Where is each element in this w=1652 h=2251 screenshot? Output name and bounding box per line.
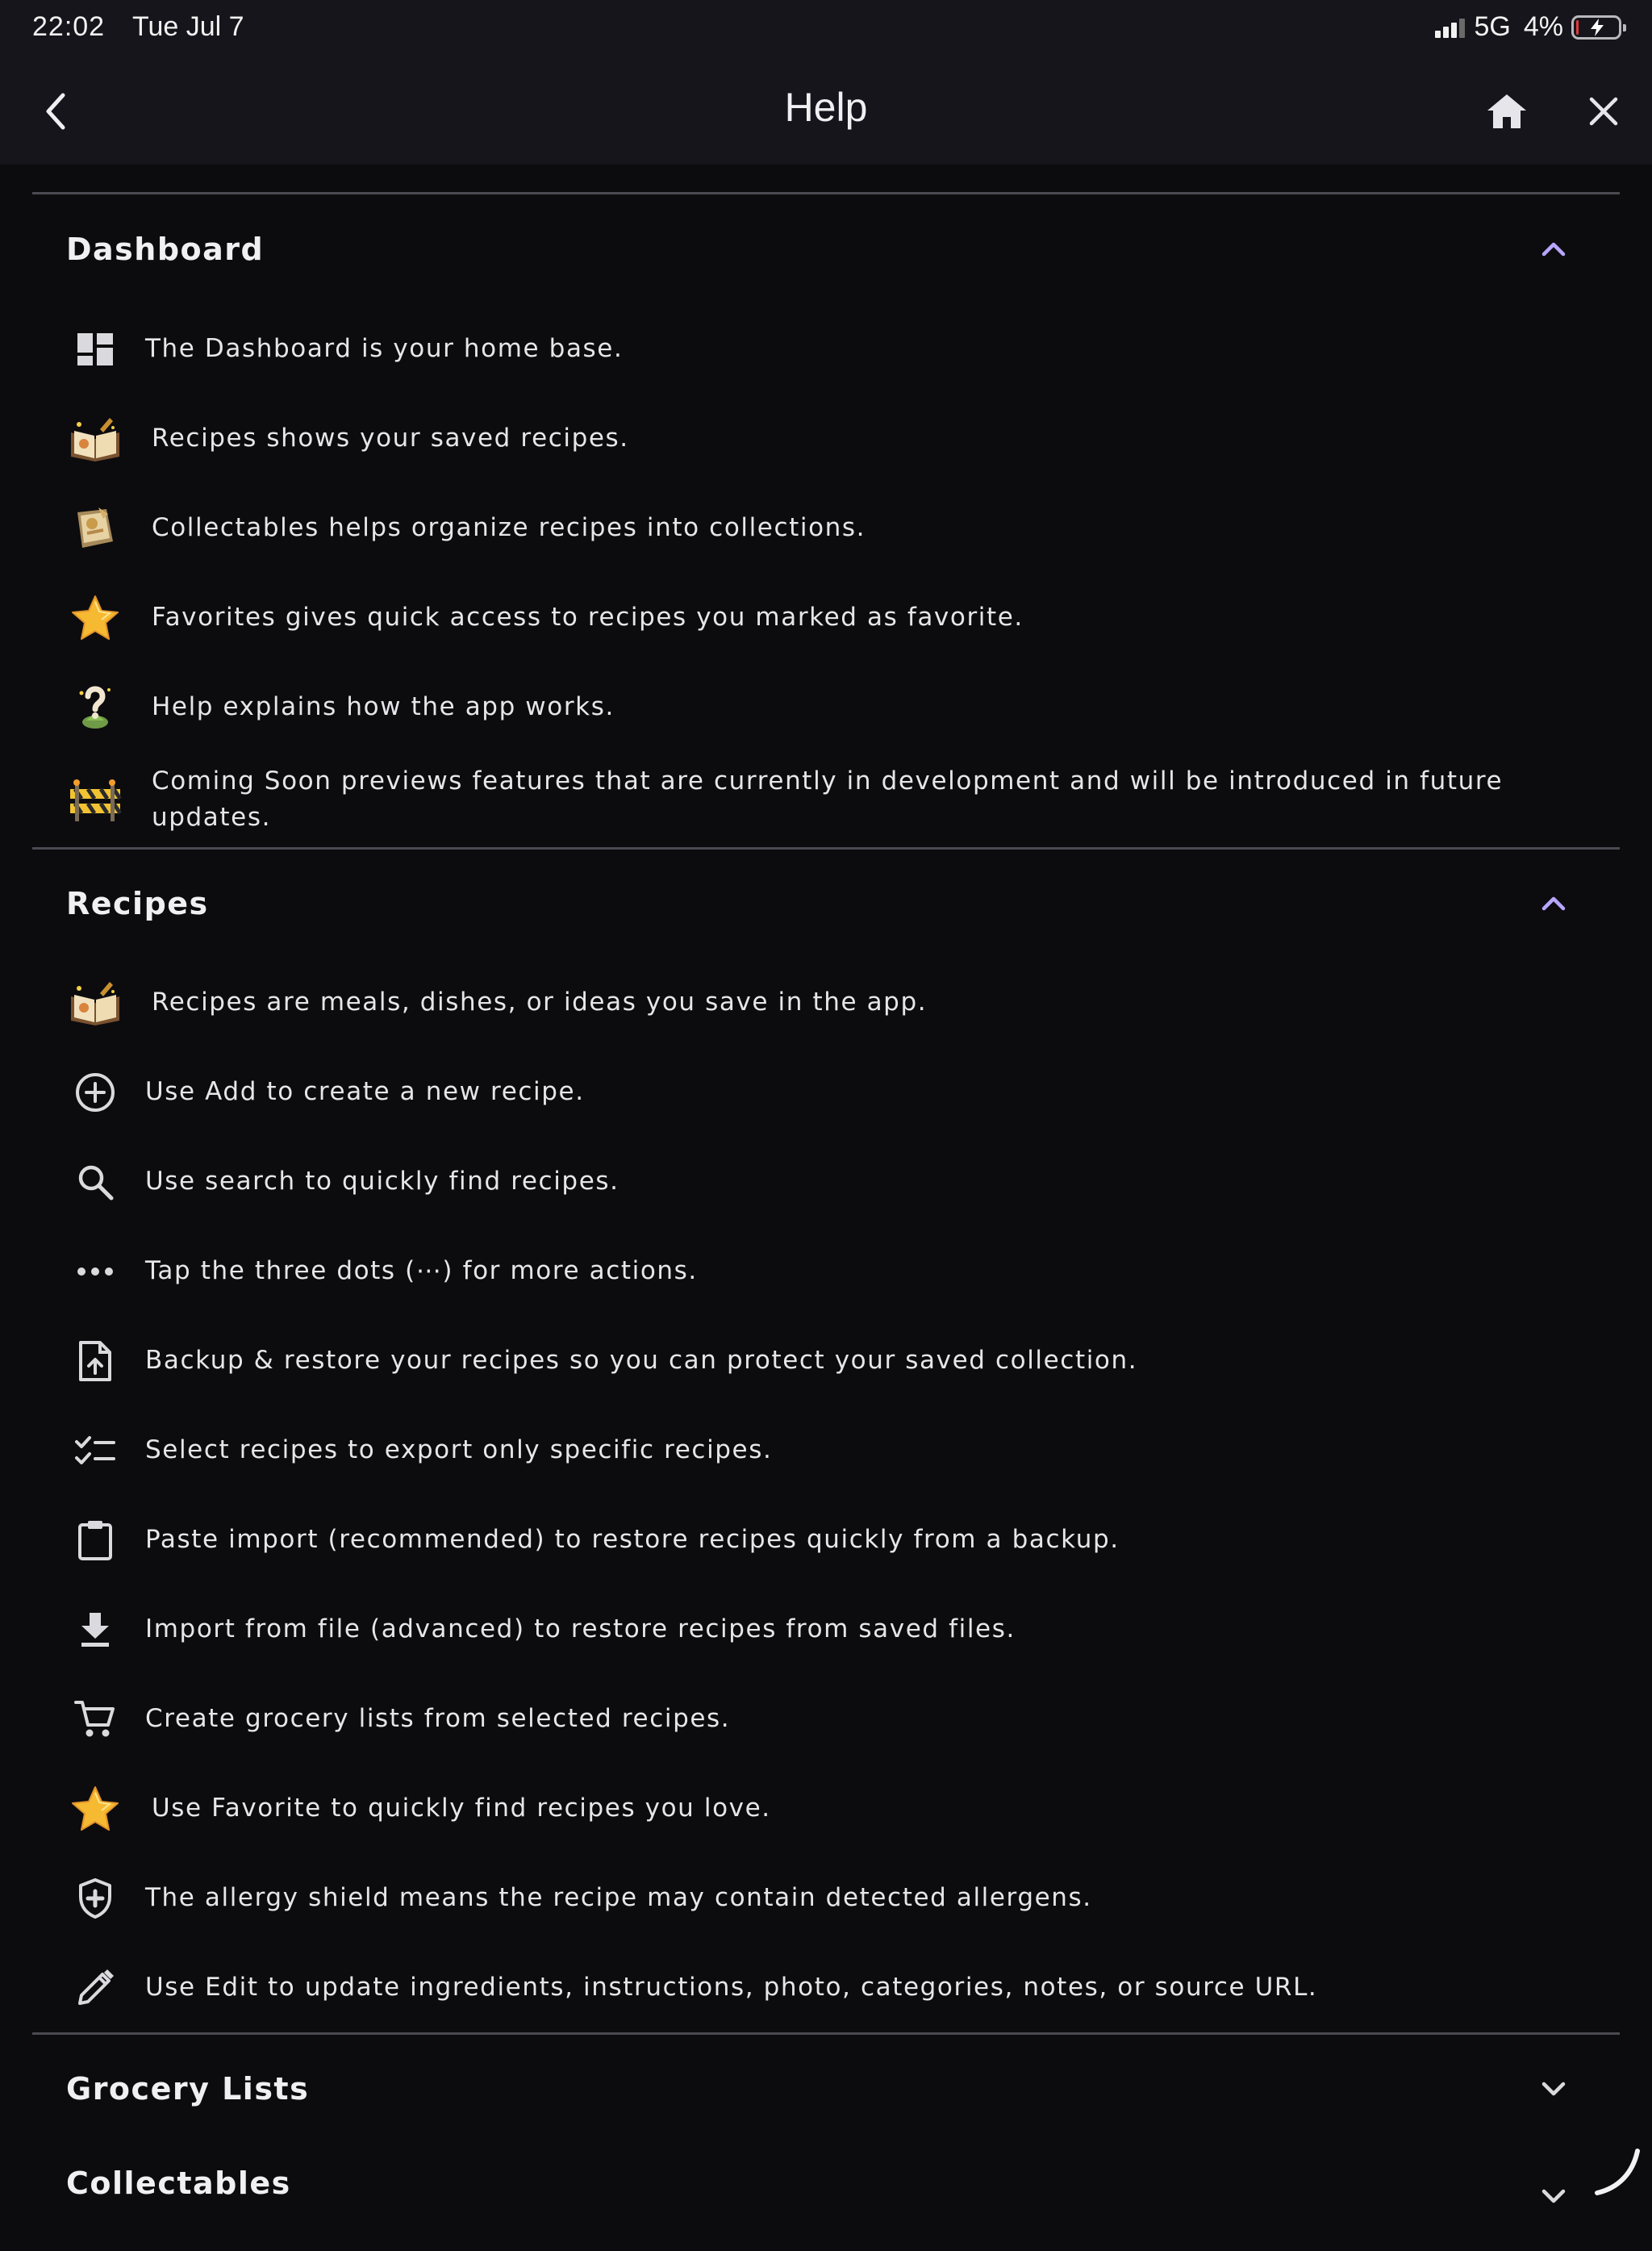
item-text: Import from file (advanced) to restore recipes from saved files. xyxy=(145,1614,1016,1643)
clipboard-icon xyxy=(66,1518,124,1562)
page-title: Help xyxy=(784,85,868,130)
list-item xyxy=(32,394,1620,483)
section-title: Grocery Lists xyxy=(66,2071,310,2107)
item-text: Select recipes to export only specific recipes. xyxy=(145,1435,773,1464)
shield-icon xyxy=(66,1877,124,1919)
scroll-corner-indicator-icon xyxy=(1594,2148,1642,2196)
list-item xyxy=(32,1316,1620,1405)
list-item xyxy=(32,304,1620,394)
section-title: Recipes xyxy=(66,886,209,921)
recipe-book-icon xyxy=(66,416,124,461)
more-dots-icon xyxy=(66,1267,124,1276)
close-button[interactable] xyxy=(1578,86,1629,137)
signal-icon xyxy=(1435,17,1465,38)
chevron-down-icon xyxy=(1537,2180,1570,2212)
section-header-recipes[interactable] xyxy=(32,850,1620,958)
status-time: 22:02 xyxy=(32,11,106,42)
list-item xyxy=(32,1405,1620,1495)
battery-percent: 4% xyxy=(1523,11,1563,42)
add-circle-icon xyxy=(66,1071,124,1113)
battery-fill xyxy=(1576,20,1579,35)
cart-icon xyxy=(66,1699,124,1739)
file-upload-icon xyxy=(66,1339,124,1383)
list-item xyxy=(32,483,1620,573)
list-item xyxy=(32,1495,1620,1585)
home-button[interactable] xyxy=(1481,86,1533,137)
help-content xyxy=(32,192,1620,2251)
battery-icon xyxy=(1571,15,1621,40)
status-date: Tue Jul 7 xyxy=(132,11,244,42)
item-text: Favorites gives quick access to recipes you marked as favorite. xyxy=(152,603,1024,632)
construction-barrier-icon xyxy=(66,776,124,823)
recipe-book-icon xyxy=(66,980,124,1025)
pencil-icon xyxy=(66,1968,124,2008)
list-item xyxy=(32,752,1620,847)
status-bar xyxy=(0,0,1652,58)
star-icon xyxy=(66,1785,124,1833)
item-text: Help explains how the app works. xyxy=(152,692,615,721)
collectables-icon xyxy=(66,506,124,551)
item-text: Recipes shows your saved recipes. xyxy=(152,424,629,453)
item-text: Backup & restore your recipes so you can protect your saved collection. xyxy=(145,1346,1138,1375)
list-item xyxy=(32,662,1620,752)
help-question-icon xyxy=(66,683,124,732)
checklist-icon xyxy=(66,1435,124,1467)
list-item xyxy=(32,1226,1620,1316)
list-item xyxy=(32,1585,1620,1674)
list-item xyxy=(32,1764,1620,1853)
section-title: Collectables xyxy=(66,2165,291,2201)
item-text: Recipes are meals, dishes, or ideas you save in the app. xyxy=(152,988,928,1017)
item-text: Collectables helps organize recipes into collections. xyxy=(152,513,866,542)
list-item xyxy=(32,1853,1620,1943)
item-text: Coming Soon previews features that are currently in development and will be introduced in future updates. xyxy=(152,766,1504,832)
section-header-grocery-lists[interactable] xyxy=(32,2035,1620,2143)
dashboard-grid-icon xyxy=(66,332,124,367)
item-text: Use Edit to update ingredients, instructions, photo, categories, notes, or source URL. xyxy=(145,1973,1318,2002)
download-icon xyxy=(66,1611,124,1648)
list-item xyxy=(32,573,1620,662)
item-text: Use Add to create a new recipe. xyxy=(145,1077,585,1106)
chevron-down-icon xyxy=(1537,2073,1570,2105)
list-item xyxy=(32,1047,1620,1137)
chevron-up-icon xyxy=(1537,887,1570,920)
list-item xyxy=(32,958,1620,1047)
item-text: Use search to quickly find recipes. xyxy=(145,1167,620,1196)
item-text: The allergy shield means the recipe may contain detected allergens. xyxy=(145,1883,1092,1912)
list-item xyxy=(32,1137,1620,1226)
section-header-collectables[interactable] xyxy=(32,2143,1620,2251)
item-text: Create grocery lists from selected recipes. xyxy=(145,1704,731,1733)
home-icon xyxy=(1486,93,1528,130)
chevron-up-icon xyxy=(1537,233,1570,265)
item-text: Use Favorite to quickly find recipes you love. xyxy=(152,1794,771,1823)
nav-bar xyxy=(0,58,1652,165)
item-text: Paste import (recommended) to restore recipes quickly from a backup. xyxy=(145,1525,1120,1554)
list-item xyxy=(32,1943,1620,2032)
search-icon xyxy=(66,1163,124,1201)
item-text: The Dashboard is your home base. xyxy=(145,334,624,363)
status-right xyxy=(1435,11,1622,43)
charging-bolt-icon xyxy=(1588,18,1606,37)
section-header-dashboard[interactable] xyxy=(32,194,1620,304)
section-title: Dashboard xyxy=(66,232,265,267)
item-text: Tap the three dots (⋯) for more actions. xyxy=(145,1256,698,1285)
network-label: 5G xyxy=(1474,11,1511,42)
list-item xyxy=(32,1674,1620,1764)
star-icon xyxy=(66,594,124,642)
close-icon xyxy=(1587,95,1620,127)
